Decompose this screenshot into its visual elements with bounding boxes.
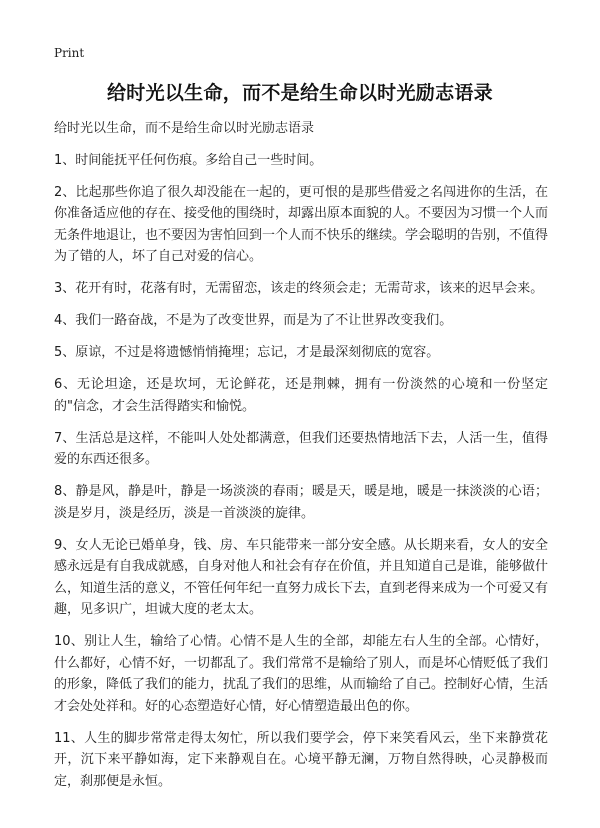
article-subtitle: 给时光以生命，而不是给生命以时光励志语录 [54,121,315,136]
quote-paragraph-5: 5、原谅，不过是将遗憾悄悄掩埋；忘记，才是最深刻彻底的宽容。 [54,345,440,360]
quote-paragraph-3: 3、花开有时，花落有时，无需留恋，该走的终须会走；无需苛求，该来的迟早会来。 [54,281,544,296]
quote-paragraph-6: 6、无论坦途，还是坎坷，无论鲜花，还是荆棘，拥有一份淡然的心境和一份坚定的"信念，才会生活得踏实和愉悦。 [54,377,548,414]
article-body [54,118,548,803]
quote-paragraph-10: 10、别让人生，输给了心情。心情不是人生的全部，却能左右人生的全部。心情好，什么都好，心情不好，一切都乱了。我们常常不是输给了别人，而是坏心情贬低了我们的形象，降低了我们的能力，扰乱了我们的思维，从而输给了自己。控制好心情，生活才会处处祥和。好的心态塑造好心情，好心情塑造最出色的你。 [54,634,549,714]
quote-paragraph-2: 2、比起那些你追了很久却没能在一起的，更可恨的是那些借爱之名闯进你的生活，在你准备适应他的存在、接受他的围绕时，却露出原本面貌的人。不要因为习惯一个人而无条件地退让，也不要因为害怕回到一个人而不快乐的继续。学会聪明的告别，不值得为了错的人，坏了自己对爱的信心。 [54,184,549,264]
quote-paragraph-1: 1、时间能抚平任何伤痕。多给自己一些时间。 [54,152,323,168]
quote-paragraph-8: 8、静是风，静是叶，静是一场淡淡的春雨；暖是天，暖是地，暖是一抹淡淡的心语；淡是岁月，淡是经历，淡是一首淡淡的旋律。 [54,484,548,521]
quote-paragraph-4: 4、我们一路奋战，不是为了改变世界，而是为了不让世界改变我们。 [54,313,453,328]
quote-paragraph-7: 7、生活总是这样，不能叫人处处都满意，但我们还要热情地活下去，人活一生，值得爱的东西还很多。 [54,430,548,467]
print-link[interactable]: Print [54,46,85,60]
quote-paragraph-9: 9、女人无论已婚单身，钱、房、车只能带来一部分安全感。从长期来看，女人的安全感永远是有自我成就感，自身对他人和社会有存在价值，并且知道自己是谁，能够做什么，知道生活的意义，不管任何年纪一直努力成长下去，直到老得来成为一个可爱又有趣，见多识广，坦诚大度的老太太。 [54,537,549,617]
quote-paragraph-11: 11、人生的脚步常常走得太匆忙，所以我们要学会，停下来笑看风云，坐下来静赏花开，沉下来平静如海，定下来静观自在。心境平静无澜，万物自然得映，心灵静极而定，刹那便是永恒。 [54,730,548,789]
page-title: 给时光以生命，而不是给生命以时光励志语录 [106,82,493,104]
